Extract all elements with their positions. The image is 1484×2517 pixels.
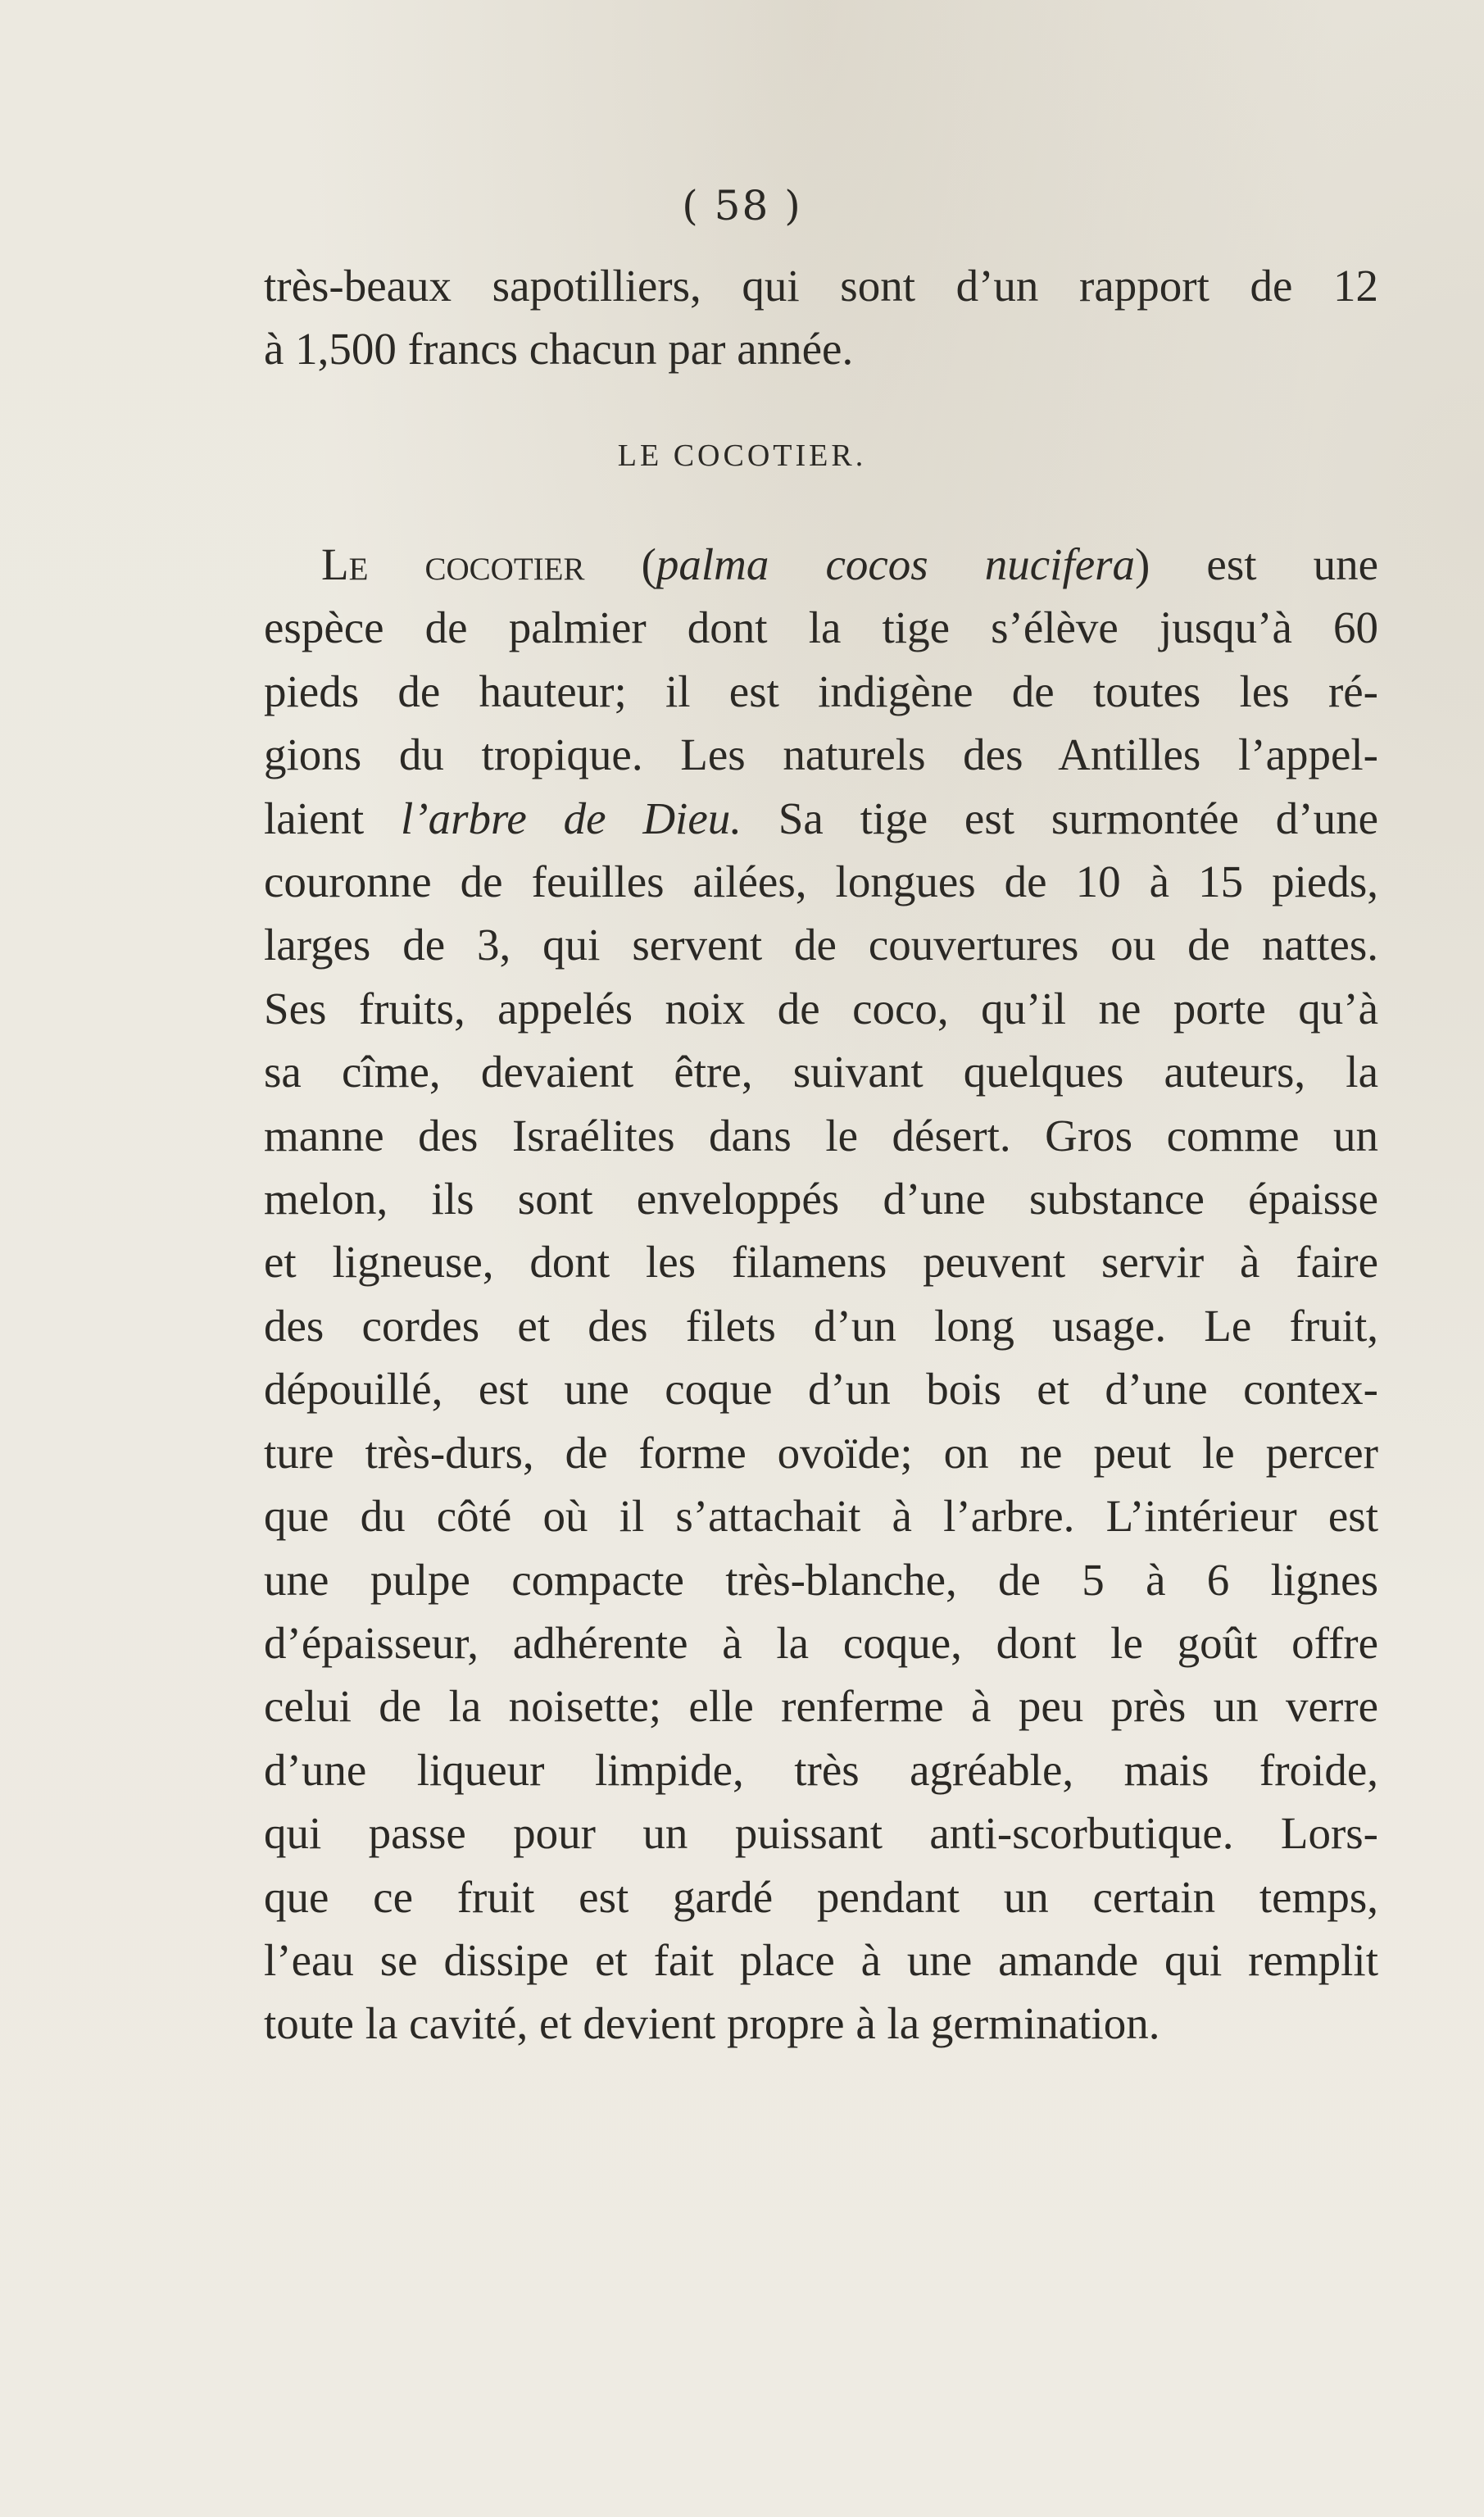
latin-name: palma cocos nucifera [656, 539, 1136, 589]
text-line: qui passe pour un puissant anti-scorbutique. Lors- [264, 1808, 1378, 1859]
tree-nickname: l’arbre de Dieu. [401, 793, 742, 843]
text-line: manne des Israélites dans le désert. Gros comme un [264, 1110, 1378, 1161]
text-line: à 1,500 francs chacun par année. [264, 324, 854, 375]
line-start: laient [264, 793, 401, 843]
text-line: gions du tropique. Les naturels des Antilles l’appel- [264, 729, 1378, 780]
first-line-rest: ) est une [1135, 539, 1379, 589]
section-heading: LE COCOTIER. [617, 438, 867, 473]
text-line: des cordes et des filets d’un long usage. Le fruit, [264, 1300, 1378, 1351]
page-number: ( 58 ) [682, 182, 802, 229]
text-line: et ligneuse, dont les filamens peuvent servir à faire [264, 1237, 1378, 1288]
paragraph-first-line [264, 533, 1378, 596]
text-line: que ce fruit est gardé pendant un certain temps, [264, 1871, 1378, 1922]
body-paragraph [264, 533, 1378, 2056]
text-line: toute la cavité, et devient propre à la germination. [264, 1998, 1160, 2049]
text-line: ture très-durs, de forme ovoïde; on ne peut le percer [264, 1427, 1378, 1478]
text-line: couronne de feuilles ailées, longues de 10 à 15 pieds, [264, 856, 1378, 907]
text-line: très-beaux sapotilliers, qui sont d’un rapport de 12 [264, 261, 1378, 311]
text-line: pieds de hauteur; il est indigène de toutes les ré- [264, 666, 1378, 716]
line-rest: Sa tige est surmontée d’une [742, 793, 1379, 843]
text-line: espèce de palmier dont la tige s’élève jusqu’à 60 [264, 602, 1378, 653]
text-line: Ses fruits, appelés noix de coco, qu’il ne porte qu’à [264, 983, 1378, 1034]
text-line [264, 787, 1378, 850]
text-line: l’eau se dissipe et fait place à une amande qui remplit [264, 1934, 1378, 1985]
text-line: d’épaisseur, adhérente à la coque, dont le goût offre [264, 1617, 1378, 1668]
open-paren: ( [584, 539, 656, 589]
carryover-text [264, 254, 1378, 381]
text-line: dépouillé, est une coque d’un bois et d’une contex- [264, 1364, 1378, 1415]
text-line: larges de 3, qui servent de couvertures ou de nattes. [264, 920, 1378, 970]
text-line: que du côté où il s’attachait à l’arbre. L’intérieur est [264, 1491, 1378, 1542]
text-line: sa cîme, devaient être, suivant quelques auteurs, la [264, 1047, 1378, 1097]
lead-words: Le cocotier [321, 539, 585, 589]
text-line: celui de la noisette; elle renferme à peu près un verre [264, 1681, 1378, 1732]
text-line: melon, ils sont enveloppés d’une substance épaisse [264, 1174, 1378, 1224]
text-line: d’une liqueur limpide, très agréable, mais froide, [264, 1744, 1378, 1795]
text-line: une pulpe compacte très-blanche, de 5 à 6 lignes [264, 1554, 1378, 1605]
